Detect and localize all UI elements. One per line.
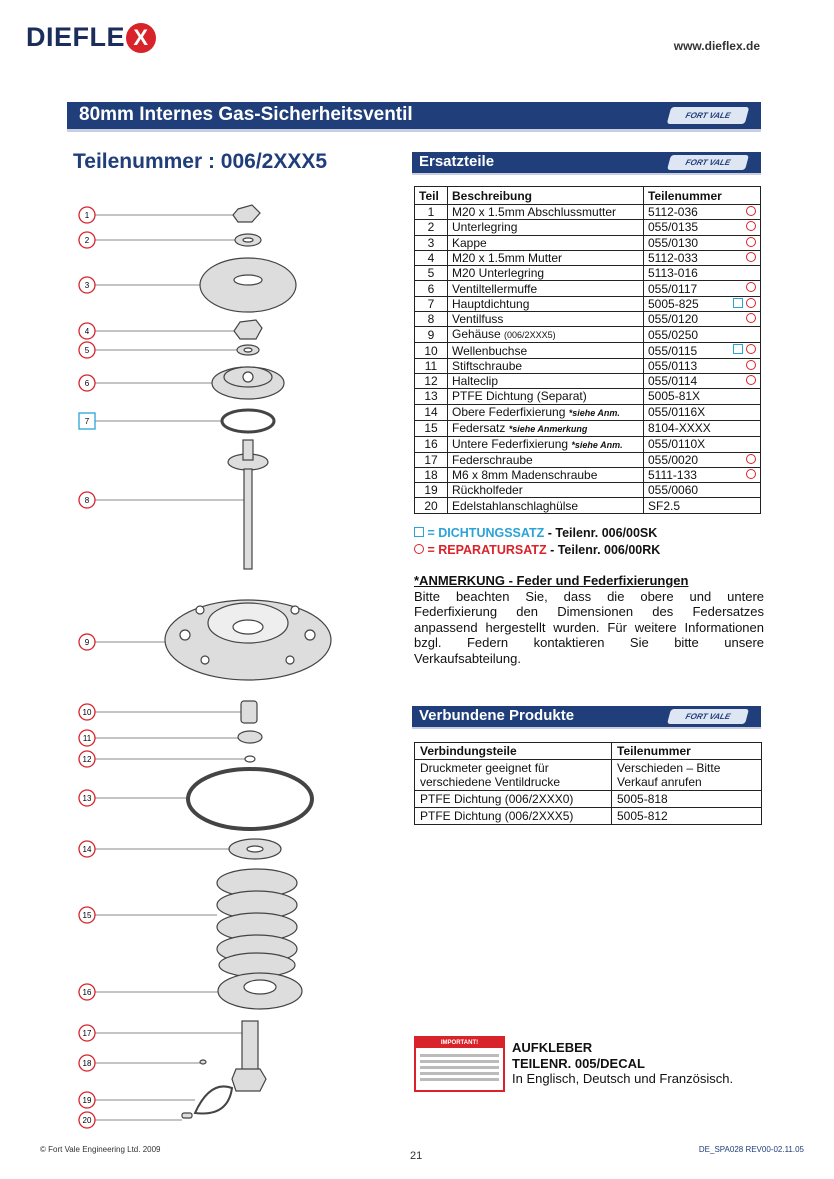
part-number: 5005-825 [644,296,761,311]
part-index: 11 [415,358,448,373]
part-index: 7 [415,296,448,311]
column-header: Verbindungsteile [415,743,612,760]
part-number: 055/0120 [644,312,761,327]
callout-label: 20 [82,1116,92,1125]
part-number-heading: Teilenummer : 006/2XXX5 [73,150,328,173]
part-number: 055/0060 [644,483,761,498]
part-description: M20 Unterlegring [448,266,644,281]
table-row [415,373,761,388]
part-description: Hauptdichtung [448,296,644,311]
decal-line3: In Englisch, Deutsch und Französisch. [512,1071,734,1086]
column-header: Beschreibung [448,187,644,205]
decal-image [414,1036,505,1092]
part-index: 14 [415,404,448,420]
callout-label: 16 [82,988,92,997]
table-row [415,205,761,220]
table-row [415,296,761,311]
part-description: PTFE Dichtung (Separat) [448,389,644,404]
table-row [415,250,761,265]
fort-vale-badge: FORT VALE [667,107,750,124]
callout-label: 1 [84,211,90,220]
callout-label: 12 [82,755,92,764]
website-url[interactable]: www.dieflex.de [673,39,760,53]
connection-part-number: Verschieden – Bitte Verkauf anrufen [612,760,762,791]
part-index: 1 [415,205,448,220]
callout-label: 11 [82,734,92,743]
part-number: 055/0115 [644,343,761,358]
table-row [415,452,761,467]
table-row [415,220,761,235]
repair-kit-circle-icon [746,221,756,231]
fort-vale-badge: FORT VALE [667,709,749,724]
dieflex-logo: DIEFLE X [26,22,156,53]
table-row [415,235,761,250]
related-products-bar [412,706,761,729]
part-description: Unterlegring [448,220,644,235]
seal-kit-square-icon [733,298,743,308]
seal-kit-square-icon [733,344,743,354]
part-index: 5 [415,266,448,281]
part-index: 16 [415,436,448,452]
repair-kit-circle-icon [746,252,756,262]
part-description: Rückholfeder [448,483,644,498]
column-header: Teilenummer [612,743,762,760]
repair-kit-circle-icon [746,469,756,479]
part-number: 055/0117 [644,281,761,296]
callout-label: 15 [82,911,92,920]
table-row [415,791,762,808]
part-index: 19 [415,483,448,498]
table-row [415,498,761,513]
connection-part: PTFE Dichtung (006/2XXX0) [415,791,612,808]
callout-label: 5 [84,346,90,355]
table-row [415,266,761,281]
seal-kit-square-icon [414,527,424,537]
part-number: 5112-033 [644,250,761,265]
repair-kit-circle-icon [746,237,756,247]
part-description: M20 x 1.5mm Abschlussmutter [448,205,644,220]
part-index: 18 [415,467,448,482]
repair-kit-circle-icon [746,344,756,354]
callout-label: 4 [84,327,90,336]
part-number: 8104-XXXX [644,420,761,436]
callout-label: 17 [82,1029,92,1038]
repair-kit-circle-icon [746,360,756,370]
decal-info [512,1040,733,1087]
part-number: 055/0130 [644,235,761,250]
part-description: Stiftschraube [448,358,644,373]
table-row [415,358,761,373]
table-row [415,760,762,791]
part-index: 2 [415,220,448,235]
callout-label: 2 [84,236,90,245]
part-number: 5112-036 [644,205,761,220]
part-index: 15 [415,420,448,436]
part-description: M20 x 1.5mm Mutter [448,250,644,265]
part-number: 055/0110X [644,436,761,452]
callout-label: 9 [84,638,90,647]
part-number: 5005-81X [644,389,761,404]
note-text: Bitte beachten Sie, dass die obere und untere Federfixierung den Dimensionen des Federsatzes anpassend hergestellt wurden. Für weitere Informationen bzgl. Federn kontaktieren Sie bitte unsere Verkaufsabteilung. [414,588,764,666]
copyright: © Fort Vale Engineering Ltd. 2009 [40,1145,161,1154]
part-description: Wellenbuchse [448,343,644,358]
part-number: 055/0020 [644,452,761,467]
repair-kit-circle-icon [746,298,756,308]
table-row [415,467,761,482]
note-heading: *ANMERKUNG - Feder und Federfixierungen [414,573,689,588]
callout-label: 8 [84,496,90,505]
spring-note [414,573,764,666]
table-row [415,808,762,825]
part-number: 5113-016 [644,266,761,281]
page-title-bar [67,102,761,132]
page-title: 80mm Internes Gas-Sicherheitsventil [79,104,413,125]
part-description: Ventiltellermuffe [448,281,644,296]
document-reference: DE_SPA028 REV00-02.11.05 [698,1145,804,1154]
callout-label: 19 [82,1096,92,1105]
part-number: 055/0113 [644,358,761,373]
repair-kit-circle-icon [746,454,756,464]
spare-parts-table [414,186,761,514]
decal-header: IMPORTANT! [416,1038,503,1048]
table-row [415,389,761,404]
repair-kit-circle-icon [746,313,756,323]
repair-kit-legend: = REPARATURSATZ - Teilenr. 006/00RK [414,542,660,559]
table-row [415,343,761,358]
callout-label: 6 [84,379,90,388]
part-description: Ventilfuss [448,312,644,327]
decal-line1: AUFKLEBER [512,1040,593,1055]
repair-kit-circle-icon [746,375,756,385]
related-products-table [414,742,762,825]
callout-label: 10 [82,708,92,717]
decal-line2: TEILENR. 005/DECAL [512,1055,645,1071]
repair-kit-circle-icon [746,206,756,216]
part-index: 3 [415,235,448,250]
spare-parts-bar [412,152,761,175]
part-number: 055/0114 [644,373,761,388]
part-index: 13 [415,389,448,404]
part-description: Kappe [448,235,644,250]
kit-legend [414,525,660,559]
callout-label: 14 [82,845,92,854]
part-description: Gehäuse (006/2XXX5) [448,327,644,343]
table-row [415,436,761,452]
table-row [415,312,761,327]
part-index: 9 [415,327,448,343]
table-row [415,420,761,436]
related-products-title: Verbundene Produkte [419,707,575,724]
connection-part-number: 5005-812 [612,808,762,825]
part-description: M6 x 8mm Madenschraube [448,467,644,482]
part-index: 6 [415,281,448,296]
connection-part: PTFE Dichtung (006/2XXX5) [415,808,612,825]
fort-vale-badge: FORT VALE [667,155,749,170]
part-index: 8 [415,312,448,327]
part-description: Halteclip [448,373,644,388]
table-row [415,404,761,420]
part-number: 5111-133 [644,467,761,482]
part-index: 20 [415,498,448,513]
spare-parts-title: Ersatzteile [419,153,495,170]
seal-kit-legend: = DICHTUNGSSATZ - Teilenr. 006/00SK [414,525,660,542]
table-row [415,281,761,296]
page-number: 21 [410,1150,423,1162]
repair-kit-circle-icon [746,282,756,292]
callout-label: 7 [84,417,90,426]
table-row [415,327,761,343]
callout-label: 13 [82,794,92,803]
connection-part: Druckmeter geeignet für verschiedene Ventildrucke [415,760,612,791]
part-index: 12 [415,373,448,388]
part-index: 4 [415,250,448,265]
column-header: Teil [415,187,448,205]
connection-part-number: 5005-818 [612,791,762,808]
part-description: Edelstahlanschlaghülse [448,498,644,513]
part-index: 17 [415,452,448,467]
part-description: Untere Federfixierung *siehe Anm. [448,436,644,452]
part-description: Obere Federfixierung *siehe Anm. [448,404,644,420]
part-number: 055/0135 [644,220,761,235]
callout-label: 3 [84,281,90,290]
table-row [415,483,761,498]
callout-label: 18 [82,1059,92,1068]
part-number: 055/0250 [644,327,761,343]
part-number: SF2.5 [644,498,761,513]
repair-kit-circle-icon [414,544,424,554]
column-header: Teilenummer [644,187,761,205]
part-description: Federsatz *siehe Anmerkung [448,420,644,436]
part-index: 10 [415,343,448,358]
part-number: 055/0116X [644,404,761,420]
exploded-diagram [70,195,370,1135]
part-description: Federschraube [448,452,644,467]
